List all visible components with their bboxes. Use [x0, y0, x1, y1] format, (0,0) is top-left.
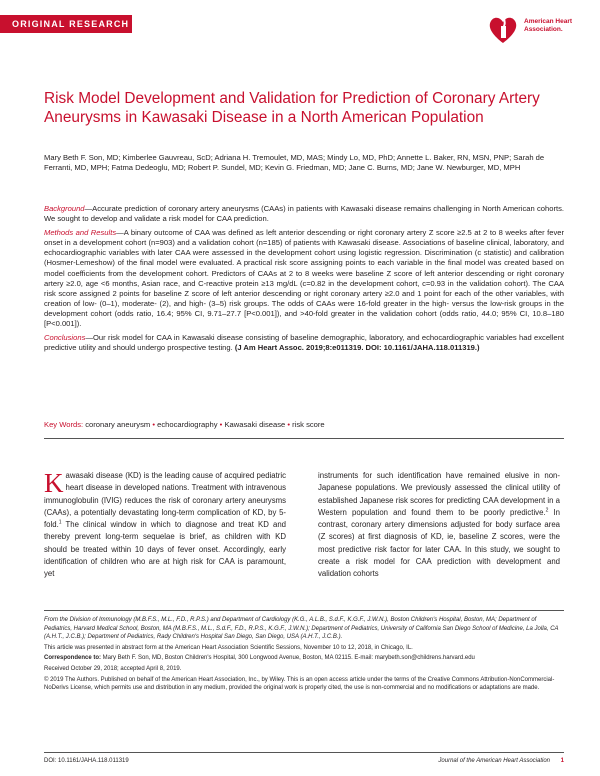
- article-title: Risk Model Development and Validation for Prediction of Coronary Artery Aneurysms in Kawasaki Disease in a North American Population: [44, 90, 540, 126]
- footnote-divider: [44, 610, 564, 611]
- body-text: In contrast, coronary artery dimensions adjusted for body surface area (Z scores) at first diagnosis of KD, ie, baseline Z scores, were the most predictive risk factor for later CAA. In this study, we sought to create a risk model for CAA prediction with development and validation cohorts: [318, 507, 560, 579]
- body-text: instruments for such identification have remained elusive in non-Japanese populations. We previously assessed the clinical utility of established Japanese risk scores for predicting CAA development in a Western population and found them to be poorly predictive.: [318, 471, 560, 517]
- correspondence: [44, 654, 564, 663]
- keywords: [44, 420, 564, 430]
- keyword[interactable]: risk score: [292, 420, 325, 429]
- page-number: 1: [560, 758, 564, 764]
- body-column-left: [44, 470, 286, 581]
- received-dates: Received October 29, 2018; accepted April 8, 2019.: [44, 665, 182, 672]
- footer-journal: Journal of the American Heart Association: [438, 758, 550, 764]
- correspondence-text: Mary Beth F. Son, MD, Boston Children's Hospital, 300 Longwood Avenue, Boston, MA 02115. E-mail: marybeth.son@childrens.harvard.edu: [101, 655, 475, 662]
- citation: (J Am Heart Assoc. 2019;8:e011319. DOI: 10.1161/JAHA.118.011319.): [234, 343, 480, 353]
- keyword[interactable]: Kawasaki disease: [224, 420, 286, 429]
- abstract-methods: [44, 228, 564, 329]
- background-text: —Accurate prediction of coronary artery aneurysms (CAAs) in patients with Kawasaki disease remains challenging in North American cohorts. We sought to develop and validate a risk model for CAA prediction.: [44, 204, 564, 224]
- body-text: awasaki disease (KD) is the leading cause of acquired pediatric heart disease in developed nations. Treatment with intravenous immunoglobulin (IVIG) reduces the risk of coronary artery aneurysms (CAAs), a potentially devastating long-term complication of KD, by 5-fold.: [44, 471, 286, 530]
- drop-cap: K: [44, 468, 64, 498]
- presented-note: This article was presented in abstract form at the American Heart Association Scientific Sessions, November 10 to 12, 2018, in Chicago, IL.: [44, 644, 413, 651]
- keyword-separator: •: [219, 420, 223, 429]
- author-list: Mary Beth F. Son, MD; Kimberlee Gauvreau, ScD; Adriana H. Tremoulet, MD, MAS; Mindy Lo, MD, PhD; Annette L. Baker, RN, MSN, PNP; Sarah de Ferranti, MD, MPH; Fatma Dedeoglu, MD; Robert P. Sundel, MD; Kevin G. Friedman, MD; Jane C. Burns, MD; Jane W. Newburger, MD, MPH: [44, 153, 545, 173]
- license-text: © 2019 The Authors. Published on behalf of the American Heart Association, Inc., by Wiley. This is an open access article under the terms of the Creative Commons Attribution-NonCommercial-NoDerivs License, which permits use and distribution in any medium, provided the original work is properly cited, the use is non-commercial and no modifications or adaptations are made.: [44, 676, 555, 692]
- correspondence-label: Correspondence to:: [44, 655, 102, 662]
- keyword-separator: •: [152, 420, 156, 429]
- body-column-right: [318, 470, 560, 581]
- methods-label: Methods and Results: [44, 228, 117, 238]
- keyword[interactable]: echocardiography: [157, 420, 218, 429]
- aha-logo: [486, 10, 586, 50]
- divider: [44, 438, 564, 439]
- abstract-conclusions: [44, 333, 564, 353]
- heart-torch-icon: [486, 12, 520, 46]
- reference-link[interactable]: 1: [58, 519, 62, 526]
- conclusions-label: Conclusions: [44, 333, 86, 343]
- methods-text: —A binary outcome of CAA was defined as left anterior descending or right coronary artery Z score ≥2.5 at 2 to 8 weeks after fever onset in a development cohort (n=903) and a validation cohort (n=185) of patients with Kawasaki disease. Associations of baseline clinical, laboratory, and echocardiographic variables with later CAA were assessed in the development cohort using logistic regression. Discrimination (c statistic) and calibration (Hosmer-Lemeshow) of the final model were evaluated. A practical risk score assigning points to each variable in the final model was created based on model coefficients from the development cohort. Predictors of CAAs at 2 to 8 weeks were baseline Z score of left anterior descending or right coronary artery ≥2.0, age <6 months, Asian race, and C-reactive protein ≥13 mg/dL (c=0.82 in the development cohort, c=0.93 in the validation cohort). The CAA risk score assigned 2 points for baseline Z score of left anterior descending or right coronary artery ≥2.0 and 1 point for each of the other variables, with creation of low- (0–1), moderate- (2), and high- (3–5) risk groups. The odds of CAAs were 16-fold greater in the high- versus the low-risk groups in the development cohort (odds ratio, 16.4; 95% CI, 9.71–27.7 [P<0.001]), and >40-fold greater in the validation cohort (odds ratio, 44.0; 95% CI, 10.8–180 [P<0.001]).: [44, 228, 564, 329]
- section-tag: ORIGINAL RESEARCH: [0, 15, 132, 33]
- logo-text: American Heart Association.: [524, 18, 573, 33]
- bottom-divider: [44, 752, 564, 753]
- background-label: Background: [44, 204, 85, 213]
- abstract: [44, 204, 564, 357]
- footnotes: [44, 616, 564, 695]
- abstract-background: [44, 204, 564, 224]
- reference-link[interactable]: 2: [545, 507, 549, 514]
- keywords-label: Key Words:: [44, 420, 84, 429]
- keyword[interactable]: coronary aneurysm: [85, 420, 151, 429]
- body-text: The clinical window in which to diagnose and treat KD and thereby prevent long-term sequelae is brief, as children with KD should be treated within 10 days of fever onset. Accordingly, early identification of children who are at high risk for CAA is paramount, yet: [44, 520, 286, 579]
- keyword-separator: •: [287, 420, 291, 429]
- footer-doi[interactable]: DOI: 10.1161/JAHA.118.011319: [44, 758, 129, 764]
- conclusions-text: —Our risk model for CAA in Kawasaki disease consisting of baseline demographic, laboratory, and echocardiographic variables had excellent predictive utility and should undergo prospective testing.: [44, 333, 564, 353]
- affiliations: From the Division of Immunology (M.B.F.S., M.L., F.D., R.P.S.) and Department of Cardiology (K.G., A.L.B., S.d.F., K.G.F., J.W.N.), Boston Children's Hospital, Boston, MA; Department of Pediatrics, Harvard Medical School, Boston, MA (M.B.F.S., M.L., S.d.F., F.D., R.P.S., K.G.F., J.W.N.); Department of Pediatrics, University of California San Diego School of Medicine, La Jolla, CA (A.H.T., J.C.B.); Department of Pediatrics, Rady Children's Hospital San Diego, San Diego, USA (A.H.T., J.C.B.).: [44, 617, 559, 641]
